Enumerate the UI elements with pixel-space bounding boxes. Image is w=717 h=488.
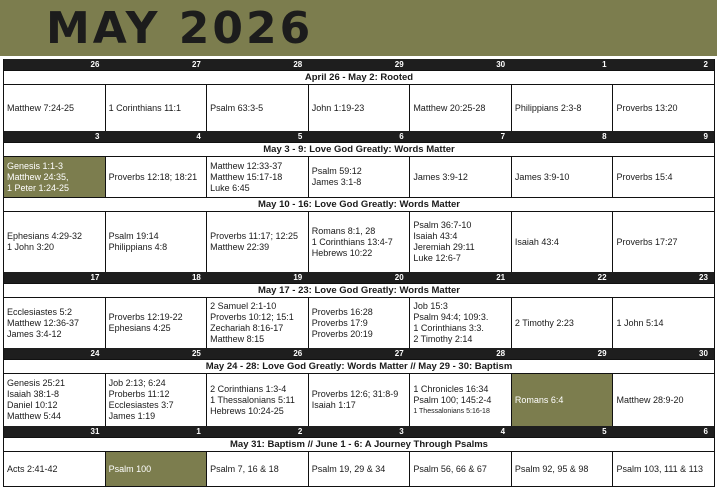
reading-cell: 2 Samuel 2:1-10 Proverbs 10:12; 15:1 Zechariah 8:16-17 Matthew 8:15 [207, 298, 309, 348]
day-number-row [4, 131, 714, 142]
reading-cell: Job 15:3 Psalm 94:4; 109:3. 1 Corinthians 3:3. 2 Timothy 2:14 [410, 298, 512, 348]
reading-cell: Psalm 36:7-10 Isaiah 43:4 Jeremiah 29:11 Luke 12:6-7 [410, 212, 512, 272]
day-number: 1 [602, 60, 607, 69]
day-number-row [4, 348, 714, 359]
day-number: 23 [699, 273, 708, 282]
page-title: MAY 2026 [46, 3, 314, 54]
day-number: 30 [496, 60, 506, 69]
day-number: 24 [90, 349, 100, 358]
reading-cell: Psalm 19, 29 & 34 [309, 452, 411, 486]
reading-row [4, 374, 714, 426]
day-number: 30 [699, 349, 708, 358]
reading-cell-highlighted: Psalm 100 [106, 452, 208, 486]
day-number: 18 [191, 273, 201, 282]
reading-cell: Ephesians 4:29-32 1 John 3:20 [4, 212, 106, 272]
day-number: 29 [394, 60, 404, 69]
reading-cell: Philippians 2:3-8 [512, 85, 614, 131]
reading-row [4, 157, 714, 197]
reading-row [4, 452, 714, 486]
day-number: 5 [602, 427, 607, 436]
day-number: 29 [597, 349, 607, 358]
reading-cell: Acts 2:41-42 [4, 452, 106, 486]
reading-cell: Proverbs 13:20 [616, 102, 678, 113]
reading-cell: Matthew 20:25-28 [410, 85, 512, 131]
day-number: 3 [399, 427, 404, 436]
reading-text-small: 1 Thessalonians 5:16-18 [413, 407, 490, 415]
day-number: 26 [90, 60, 100, 69]
reading-cell: Matthew 12:33-37 Matthew 15:17-18 Luke 6:45 [207, 157, 309, 197]
day-number: 2 [297, 427, 303, 436]
reading-cell-highlighted: Genesis 1:1-3 Matthew 24:35, 1 Peter 1:24-25 [4, 157, 106, 197]
reading-cell: Proverbs 12:18; 18:21 [106, 157, 208, 197]
day-number-row [4, 59, 714, 70]
day-number: 17 [90, 273, 100, 282]
day-number: 4 [500, 427, 506, 436]
day-number: 4 [196, 132, 201, 141]
reading-cell: Proverbs 17:27 [616, 236, 678, 247]
day-number: 1 [196, 427, 201, 436]
reading-row [4, 298, 714, 348]
reading-cell: Job 2:13; 6:24 Proberbs 11:12 Ecclesiastes 3:7 James 1:19 [106, 374, 208, 426]
day-number: 9 [703, 132, 708, 141]
reading-cell: Psalm 92, 95 & 98 [512, 452, 614, 486]
reading-cell: Psalm 63:3-5 [207, 85, 309, 131]
day-number: 19 [293, 273, 303, 282]
week-theme: May 31: Baptism // June 1 - 6: A Journey Through Psalms [4, 437, 714, 452]
day-number: 20 [394, 273, 404, 282]
week-theme: May 24 - 28: Love God Greatly: Words Matter // May 29 - 30: Baptism [4, 359, 714, 374]
calendar [3, 59, 715, 487]
week-theme: May 17 - 23: Love God Greatly: Words Matter [4, 283, 714, 298]
reading-text: 1 Chronicles 16:34 Psalm 100; 145:2-4 [413, 383, 492, 405]
day-number: 27 [394, 349, 404, 358]
reading-cell: Psalm 103, 111 & 113 [616, 463, 704, 474]
reading-cell: Psalm 7, 16 & 18 [207, 452, 309, 486]
day-number: 21 [496, 273, 506, 282]
reading-cell: Ecclesiastes 5:2 Matthew 12:36-37 James 3:4-12 [4, 298, 106, 348]
day-number: 5 [297, 132, 303, 141]
day-number: 26 [293, 349, 303, 358]
reading-row [4, 85, 714, 131]
day-number: 22 [597, 273, 607, 282]
reading-cell: Genesis 25:21 Isaiah 38:1-8 Daniel 10:12 Matthew 5:44 [4, 374, 106, 426]
day-number: 27 [191, 60, 201, 69]
reading-cell: Proverbs 15:4 [616, 171, 673, 182]
day-number: 3 [94, 132, 100, 141]
day-number: 25 [191, 349, 201, 358]
reading-cell: James 3:9-12 [410, 157, 512, 197]
reading-cell: Proverbs 12:19-22 Ephesians 4:25 [106, 298, 208, 348]
reading-cell: James 3:9-10 [512, 157, 614, 197]
reading-cell: 1 Corinthians 11:1 [106, 85, 208, 131]
reading-cell: John 1:19-23 [309, 85, 411, 131]
day-number: 31 [90, 427, 100, 436]
day-number: 28 [293, 60, 303, 69]
day-number: 7 [500, 132, 506, 141]
reading-cell: Proverbs 11:17; 12:25 Matthew 22:39 [207, 212, 309, 272]
reading-cell: Psalm 56, 66 & 67 [410, 452, 512, 486]
reading-cell: 1 John 5:14 [616, 317, 664, 328]
reading-cell: Proverbs 12:6; 31:8-9 Isaiah 1:17 [309, 374, 411, 426]
day-number-row [4, 272, 714, 283]
day-number-row [4, 426, 714, 437]
reading-cell-multi [410, 374, 512, 426]
reading-cell: Psalm 19:14 Philippians 4:8 [106, 212, 208, 272]
reading-row [4, 212, 714, 272]
reading-cell: Proverbs 16:28 Proverbs 17:9 Proverbs 20:19 [309, 298, 411, 348]
reading-cell: Romans 8:1, 28 1 Corinthians 13:4-7 Hebrews 10:22 [309, 212, 411, 272]
title-banner [0, 0, 717, 56]
week-theme: May 3 - 9: Love God Greatly: Words Matter [4, 142, 714, 157]
reading-cell: 2 Corinthians 1:3-4 1 Thessalonians 5:11 Hebrews 10:24-25 [207, 374, 309, 426]
day-number: 28 [496, 349, 506, 358]
reading-cell: 2 Timothy 2:23 [512, 298, 614, 348]
day-number: 6 [703, 427, 708, 436]
reading-cell: Isaiah 43:4 [512, 212, 614, 272]
reading-cell: Matthew 28:9-20 [616, 394, 684, 405]
reading-cell-highlighted: Romans 6:4 [512, 374, 614, 426]
reading-cell: Psalm 59:12 James 3:1-8 [309, 157, 411, 197]
week-theme: April 26 - May 2: Rooted [4, 70, 714, 85]
day-number: 6 [399, 132, 404, 141]
reading-cell: Matthew 7:24-25 [4, 85, 106, 131]
day-number: 2 [703, 60, 708, 69]
day-number: 8 [602, 132, 607, 141]
week-theme: May 10 - 16: Love God Greatly: Words Matter [4, 197, 714, 212]
